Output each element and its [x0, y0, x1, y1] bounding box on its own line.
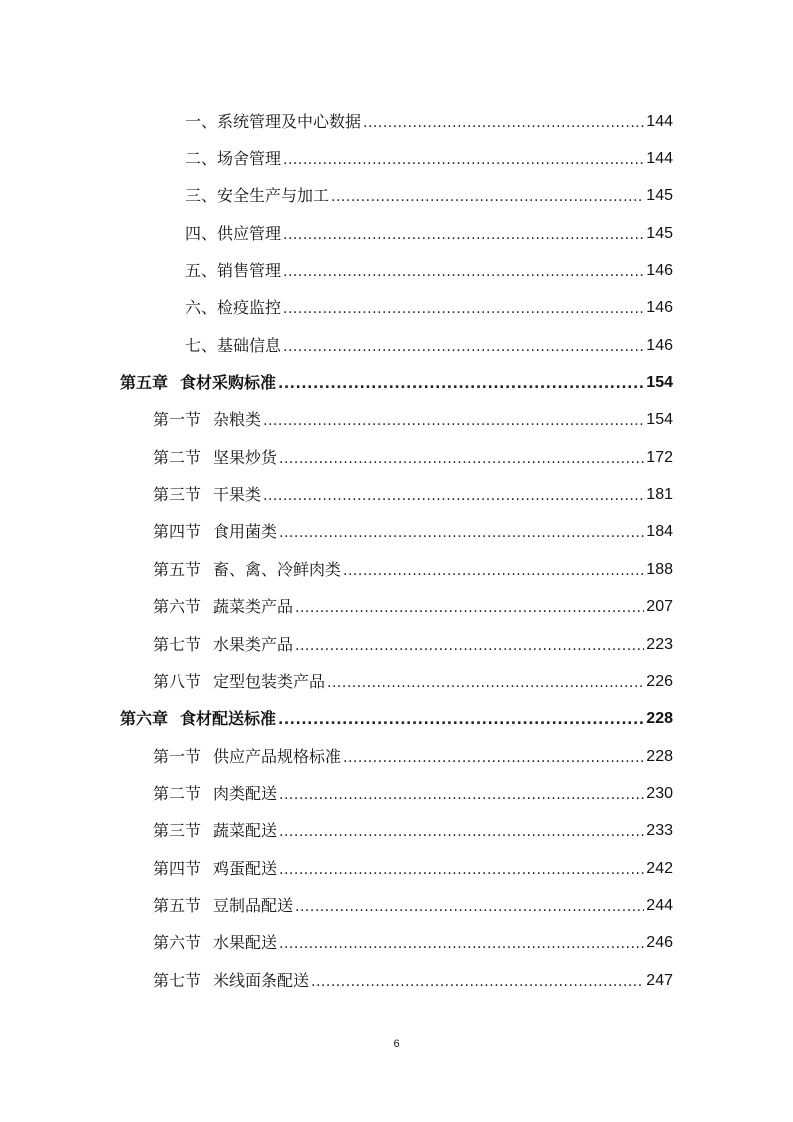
toc-entry[interactable]	[185, 145, 673, 169]
toc-entry-page: 233	[646, 822, 673, 839]
dot-leader	[343, 749, 644, 767]
section-number: 第四节	[153, 522, 202, 541]
dot-leader	[283, 300, 644, 318]
toc-entry[interactable]	[153, 892, 673, 916]
section-title: 定型包装类产品	[213, 672, 326, 691]
toc-entry[interactable]	[153, 668, 673, 692]
section-number: 第六节	[153, 933, 202, 952]
toc-entry-page: 228	[646, 710, 673, 727]
toc-entry-label	[120, 373, 278, 393]
toc-entry-page: 144	[646, 113, 673, 130]
toc-entry[interactable]	[153, 631, 673, 655]
toc-entry-label	[153, 522, 279, 542]
page-number: 6	[393, 1038, 400, 1050]
toc-entry-label: 七、基础信息	[185, 336, 282, 355]
section-title: 坚果炒货	[213, 448, 278, 467]
section-number: 第八节	[153, 672, 202, 691]
toc-entry-page: 207	[646, 598, 673, 615]
dot-leader	[279, 786, 644, 804]
dot-leader	[278, 711, 644, 729]
section-title: 蔬菜配送	[213, 821, 278, 840]
section-title: 鸡蛋配送	[213, 859, 278, 878]
section-title: 肉类配送	[213, 784, 278, 803]
chapter-title: 食材配送标准	[180, 709, 277, 728]
toc-entry[interactable]	[153, 967, 673, 991]
section-number: 第三节	[153, 485, 202, 504]
toc-entry-page: 146	[646, 262, 673, 279]
toc-entry-label: 四、供应管理	[185, 224, 282, 243]
toc-entry-page: 184	[646, 523, 673, 540]
toc-entry-label	[120, 709, 278, 729]
chapter-title: 食材采购标准	[180, 373, 277, 392]
section-title: 水果配送	[213, 933, 278, 952]
section-title: 食用菌类	[213, 522, 278, 541]
dot-leader	[279, 861, 644, 879]
section-number: 第七节	[153, 635, 202, 654]
toc-entry-page: 223	[646, 636, 673, 653]
toc-entry[interactable]	[185, 294, 673, 318]
section-number: 第六节	[153, 597, 202, 616]
toc-entry-label	[153, 560, 343, 580]
dot-leader	[283, 226, 644, 244]
toc-entry[interactable]	[153, 743, 673, 767]
toc-entry-label	[153, 672, 327, 692]
section-number: 第五节	[153, 896, 202, 915]
toc-entry[interactable]	[153, 929, 673, 953]
toc-entry-page: 145	[646, 225, 673, 242]
toc-chapter-entry[interactable]	[120, 369, 673, 393]
section-title: 供应产品规格标准	[213, 747, 342, 766]
dot-leader	[279, 524, 644, 542]
section-number: 第四节	[153, 859, 202, 878]
dot-leader	[279, 450, 644, 468]
toc-entry[interactable]	[153, 556, 673, 580]
toc-entry-page: 144	[646, 150, 673, 167]
section-number: 第二节	[153, 784, 202, 803]
toc-entry[interactable]	[153, 780, 673, 804]
toc-entry-page: 230	[646, 785, 673, 802]
toc-entry[interactable]	[185, 220, 673, 244]
dot-leader	[263, 412, 644, 430]
toc-entry-label	[153, 933, 279, 953]
toc-entry[interactable]	[185, 182, 673, 206]
dot-leader	[343, 562, 644, 580]
toc-entry[interactable]	[153, 817, 673, 841]
section-number: 第一节	[153, 747, 202, 766]
section-title: 杂粮类	[213, 410, 262, 429]
toc-entry-page: 145	[646, 187, 673, 204]
toc-entry-page: 188	[646, 561, 673, 578]
toc-entry-page: 244	[646, 897, 673, 914]
toc-entry-label	[153, 859, 279, 879]
toc-entry[interactable]	[153, 593, 673, 617]
dot-leader	[283, 338, 644, 356]
toc-entry-label	[153, 821, 279, 841]
dot-leader	[295, 898, 644, 916]
section-number: 第一节	[153, 410, 202, 429]
section-number: 第七节	[153, 971, 202, 990]
section-number: 第五节	[153, 560, 202, 579]
toc-entry-label: 二、场舍管理	[185, 149, 282, 168]
section-title: 干果类	[213, 485, 262, 504]
toc-entry[interactable]	[185, 332, 673, 356]
section-number: 第三节	[153, 821, 202, 840]
toc-entry-page: 146	[646, 337, 673, 354]
dot-leader	[327, 674, 644, 692]
toc-entry-label	[153, 597, 295, 617]
toc-entry-label: 三、安全生产与加工	[185, 186, 330, 205]
dot-leader	[278, 375, 644, 393]
dot-leader	[331, 188, 644, 206]
toc-entry[interactable]	[185, 257, 673, 281]
dot-leader	[279, 935, 644, 953]
toc-entry-page: 154	[646, 411, 673, 428]
dot-leader	[263, 487, 644, 505]
dot-leader	[279, 823, 644, 841]
toc-entry-label	[153, 410, 263, 430]
dot-leader	[295, 637, 644, 655]
chapter-number: 第六章	[120, 709, 169, 728]
toc-entry-label: 五、销售管理	[185, 261, 282, 280]
toc-entry[interactable]	[153, 406, 673, 430]
toc-entry-label	[153, 784, 279, 804]
toc-entry-label	[153, 896, 295, 916]
toc-entry-label	[153, 747, 343, 767]
dot-leader	[283, 263, 644, 281]
toc-entry[interactable]	[185, 108, 673, 132]
toc-entry-page: 246	[646, 934, 673, 951]
toc-entry[interactable]	[153, 481, 673, 505]
toc-chapter-entry[interactable]	[120, 705, 673, 729]
section-title: 蔬菜类产品	[213, 597, 294, 616]
toc-entry-page: 154	[646, 374, 673, 391]
dot-leader	[283, 151, 644, 169]
toc-entry-page: 181	[646, 486, 673, 503]
toc-entry[interactable]	[153, 855, 673, 879]
toc-entry-page: 242	[646, 860, 673, 877]
toc-entry-label: 一、系统管理及中心数据	[185, 112, 362, 131]
toc-entry[interactable]	[153, 444, 673, 468]
section-title: 豆制品配送	[213, 896, 294, 915]
section-title: 水果类产品	[213, 635, 294, 654]
toc-entry-label: 六、检疫监控	[185, 298, 282, 317]
toc-entry-page: 172	[646, 449, 673, 466]
section-title: 畜、禽、冷鲜肉类	[213, 560, 342, 579]
toc-entry-page: 226	[646, 673, 673, 690]
toc-entry-page: 146	[646, 299, 673, 316]
toc-entry-page: 247	[646, 972, 673, 989]
dot-leader	[295, 599, 644, 617]
toc-entry-label	[153, 635, 295, 655]
dot-leader	[363, 114, 644, 132]
toc-entry-label	[153, 971, 311, 991]
chapter-number: 第五章	[120, 373, 169, 392]
dot-leader	[311, 973, 644, 991]
toc-entry-page: 228	[646, 748, 673, 765]
section-number: 第二节	[153, 448, 202, 467]
toc-entry-label	[153, 448, 279, 468]
toc-entry[interactable]	[153, 518, 673, 542]
section-title: 米线面条配送	[213, 971, 310, 990]
toc-entry-label	[153, 485, 263, 505]
